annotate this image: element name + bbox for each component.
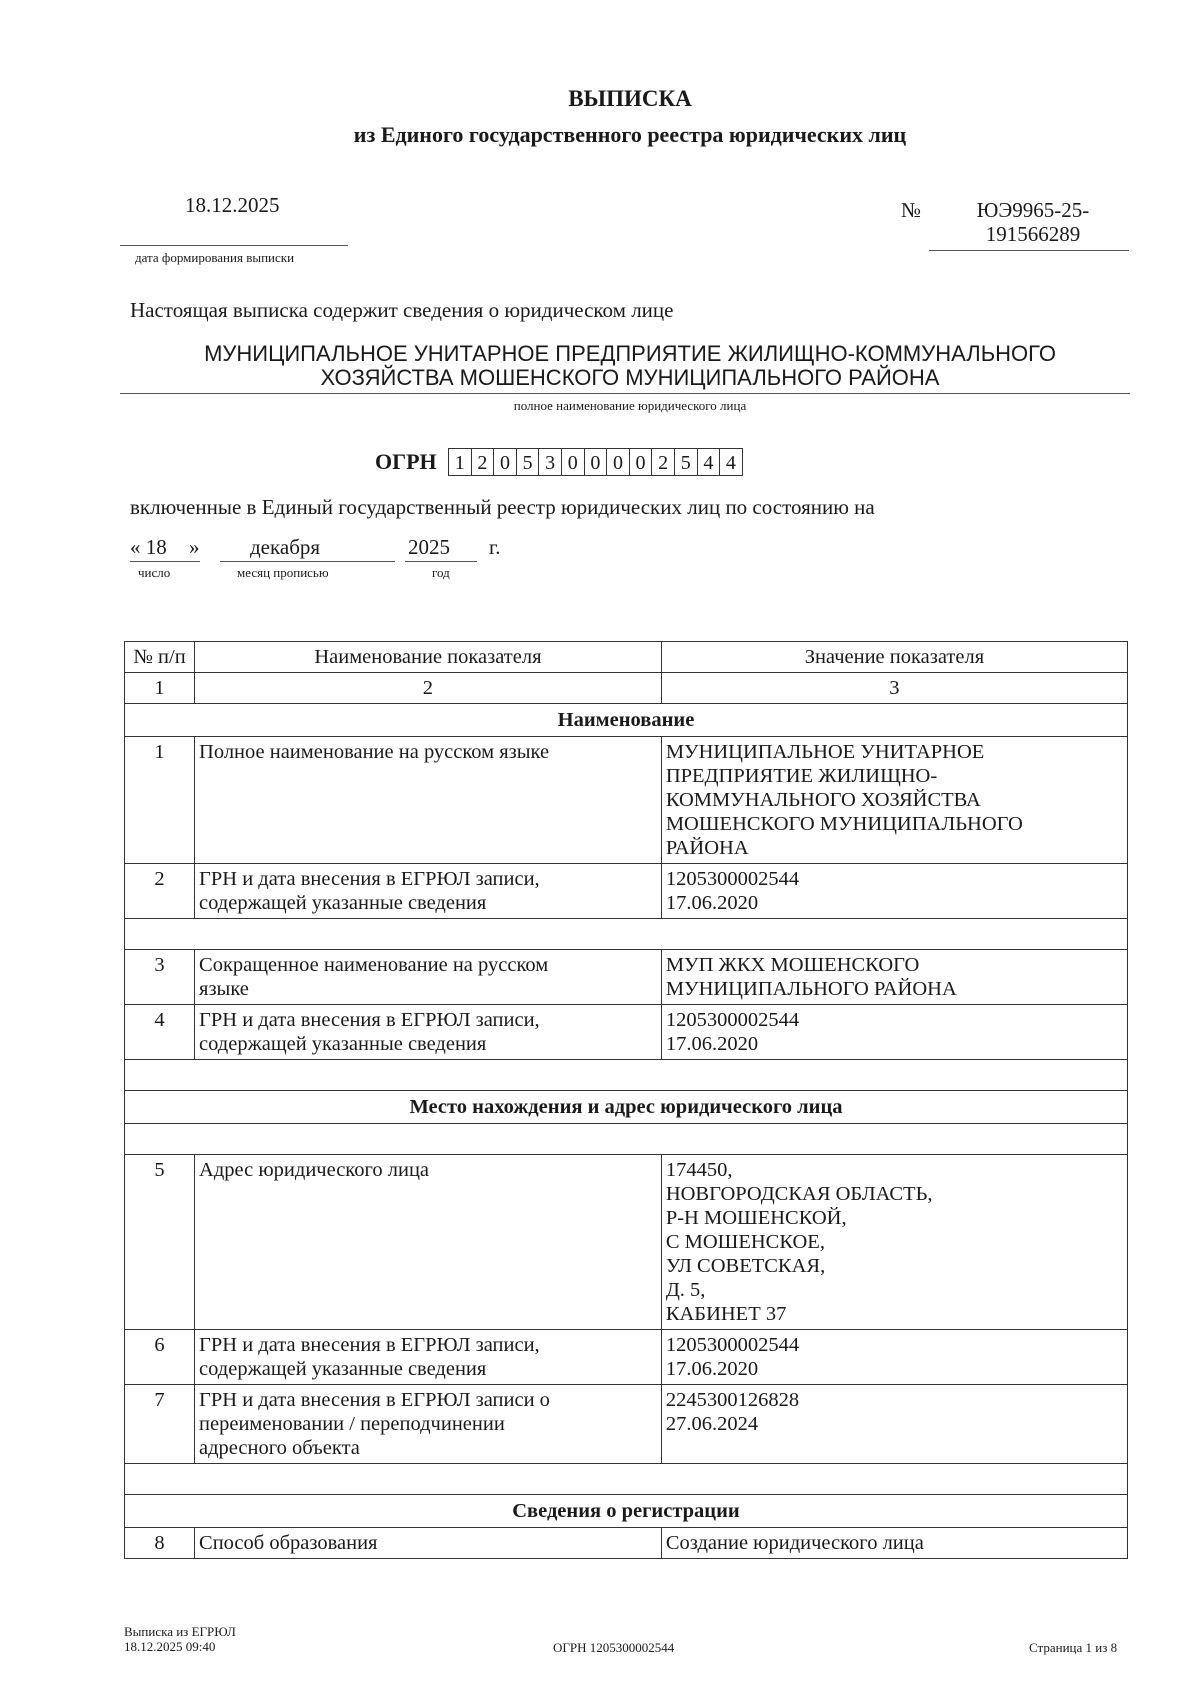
ogrn-digit: 0	[584, 448, 608, 476]
ogrn-digit: 3	[538, 448, 562, 476]
as-of-day: « 18	[130, 535, 167, 559]
spacer-cell	[125, 1124, 1128, 1155]
extract-number-line1: ЮЭ9965-25-	[976, 198, 1090, 222]
as-of-close-quote: »	[189, 535, 200, 559]
extract-number	[968, 198, 1098, 246]
extract-date-caption: дата формирования выписки	[135, 250, 295, 265]
document-title: ВЫПИСКА	[568, 86, 692, 111]
row-number: 6	[125, 1330, 195, 1385]
row-number: 5	[125, 1155, 195, 1330]
table-row	[125, 950, 1128, 1005]
spacer-cell	[125, 919, 1128, 950]
full-name-caption: полное наименование юридического лица	[513, 398, 747, 413]
row-number: 8	[125, 1528, 195, 1559]
table-row	[125, 737, 1128, 864]
footer-source-datetime: 18.12.2025 09:40	[124, 1639, 216, 1654]
header-cell-indicator: Наименование показателя	[195, 642, 662, 673]
ogrn-digit: 2	[651, 448, 675, 476]
ogrn-digit: 0	[561, 448, 585, 476]
footer-source-title: Выписка из ЕГРЮЛ	[124, 1624, 236, 1639]
extract-number-label: №	[901, 198, 922, 222]
document-subtitle: из Единого государственного реестра юридических лиц	[353, 122, 907, 147]
ogrn-digit-boxes	[449, 448, 743, 476]
table-row	[125, 1528, 1128, 1559]
ogrn-digit: 4	[697, 448, 721, 476]
spacer-row	[125, 1060, 1128, 1091]
column-number: 2	[195, 673, 662, 704]
section-row	[125, 704, 1128, 737]
row-number: 3	[125, 950, 195, 1005]
date-underline	[120, 245, 348, 246]
column-number: 3	[661, 673, 1127, 704]
intro-text: Настоящая выписка содержит сведения о юридическом лице	[130, 298, 674, 322]
ogrn-digit: 0	[629, 448, 653, 476]
ogrn-digit: 4	[719, 448, 743, 476]
extract-date: 18.12.2025	[185, 193, 280, 217]
ogrn-digit: 0	[606, 448, 630, 476]
row-number: 2	[125, 864, 195, 919]
table-row	[125, 1385, 1128, 1464]
ogrn-label: ОГРН	[375, 449, 437, 474]
section-row	[125, 1495, 1128, 1528]
section-row	[125, 1091, 1128, 1124]
as-of-month: декабря	[250, 535, 321, 559]
ogrn-digit: 5	[516, 448, 540, 476]
row-value: 1205300002544 17.06.2020	[661, 1005, 1127, 1060]
table-row	[125, 864, 1128, 919]
row-number: 1	[125, 737, 195, 864]
spacer-row	[125, 1464, 1128, 1495]
row-label: ГРН и дата внесения в ЕГРЮЛ записи о переименовании / переподчинении адресного объекта	[195, 1385, 662, 1464]
row-label-line: Полное наименование на русском языке	[199, 741, 550, 763]
section-title-registration: Сведения о регистрации	[125, 1495, 1128, 1528]
footer-page-number: Страница 1 из 8	[1029, 1640, 1118, 1655]
section-title-address: Место нахождения и адрес юридического лица	[125, 1091, 1128, 1124]
full-name-underline	[120, 393, 1130, 394]
day-underline	[130, 561, 200, 562]
spacer-cell	[125, 1464, 1128, 1495]
day-caption: число	[138, 565, 171, 580]
column-number: 1	[125, 673, 195, 704]
extract-number-line2: 191566289	[985, 222, 1081, 246]
row-value: 1205300002544 17.06.2020	[661, 1330, 1127, 1385]
number-underline	[929, 250, 1129, 251]
row-number: 7	[125, 1385, 195, 1464]
row-label	[195, 737, 662, 864]
footer-ogrn: ОГРН 1205300002544	[553, 1640, 675, 1655]
included-text: включенные в Единый государственный реестр юридических лиц по состоянию на	[130, 495, 875, 519]
spacer-cell	[125, 1060, 1128, 1091]
row-label: Адрес юридического лица	[195, 1155, 662, 1330]
ogrn-digit: 1	[448, 448, 472, 476]
table-row	[125, 1155, 1128, 1330]
row-label: ГРН и дата внесения в ЕГРЮЛ записи, содержащей указанные сведения	[195, 1330, 662, 1385]
table-row	[125, 1330, 1128, 1385]
as-of-year-suffix: г.	[489, 535, 501, 559]
row-value: МУП ЖКХ МОШЕНСКОГО МУНИЦИПАЛЬНОГО РАЙОНА	[661, 950, 1127, 1005]
table-column-number-row	[125, 673, 1128, 704]
table-header-row	[125, 642, 1128, 673]
month-underline	[220, 561, 395, 562]
row-label: ГРН и дата внесения в ЕГРЮЛ записи, содержащей указанные сведения	[195, 1005, 662, 1060]
register-table	[124, 641, 1128, 1559]
row-value: МУНИЦИПАЛЬНОЕ УНИТАРНОЕ ПРЕДПРИЯТИЕ ЖИЛИЩНО- КОММУНАЛЬНОГО ХОЗЯЙСТВА МОШЕНСКОГО МУНИЦИПАЛЬНОГО РАЙОНА	[661, 737, 1127, 864]
row-label: Сокращенное наименование на русском языке	[195, 950, 662, 1005]
table-row	[125, 1005, 1128, 1060]
row-label: ГРН и дата внесения в ЕГРЮЛ записи, содержащей указанные сведения	[195, 864, 662, 919]
entity-full-name-line2: ХОЗЯЙСТВА МОШЕНСКОГО МУНИЦИПАЛЬНОГО РАЙОНА	[320, 365, 940, 390]
year-caption: год	[432, 565, 450, 580]
row-number: 4	[125, 1005, 195, 1060]
ogrn-digit: 2	[471, 448, 495, 476]
spacer-row	[125, 1124, 1128, 1155]
row-label: Способ образования	[195, 1528, 662, 1559]
as-of-year: 2025	[408, 535, 450, 559]
row-value: Создание юридического лица	[661, 1528, 1127, 1559]
ogrn-digit: 5	[674, 448, 698, 476]
entity-full-name-line1: МУНИЦИПАЛЬНОЕ УНИТАРНОЕ ПРЕДПРИЯТИЕ ЖИЛИЩНО-КОММУНАЛЬНОГО	[204, 341, 1056, 366]
year-underline	[405, 561, 477, 562]
ogrn-digit: 0	[493, 448, 517, 476]
row-value: 2245300126828 27.06.2024	[661, 1385, 1127, 1464]
footer-source	[124, 1624, 236, 1654]
section-title-name: Наименование	[125, 704, 1128, 737]
header-cell-value: Значение показателя	[661, 642, 1127, 673]
row-value: 1205300002544 17.06.2020	[661, 864, 1127, 919]
spacer-row	[125, 919, 1128, 950]
entity-full-name	[120, 342, 1140, 390]
month-caption: месяц прописью	[237, 565, 329, 580]
row-value: 174450, НОВГОРОДСКАЯ ОБЛАСТЬ, Р-Н МОШЕНСКОЙ, С МОШЕНСКОЕ, УЛ СОВЕТСКАЯ, Д. 5, КАБИНЕТ 37	[661, 1155, 1127, 1330]
header-cell-number: № п/п	[125, 642, 195, 673]
